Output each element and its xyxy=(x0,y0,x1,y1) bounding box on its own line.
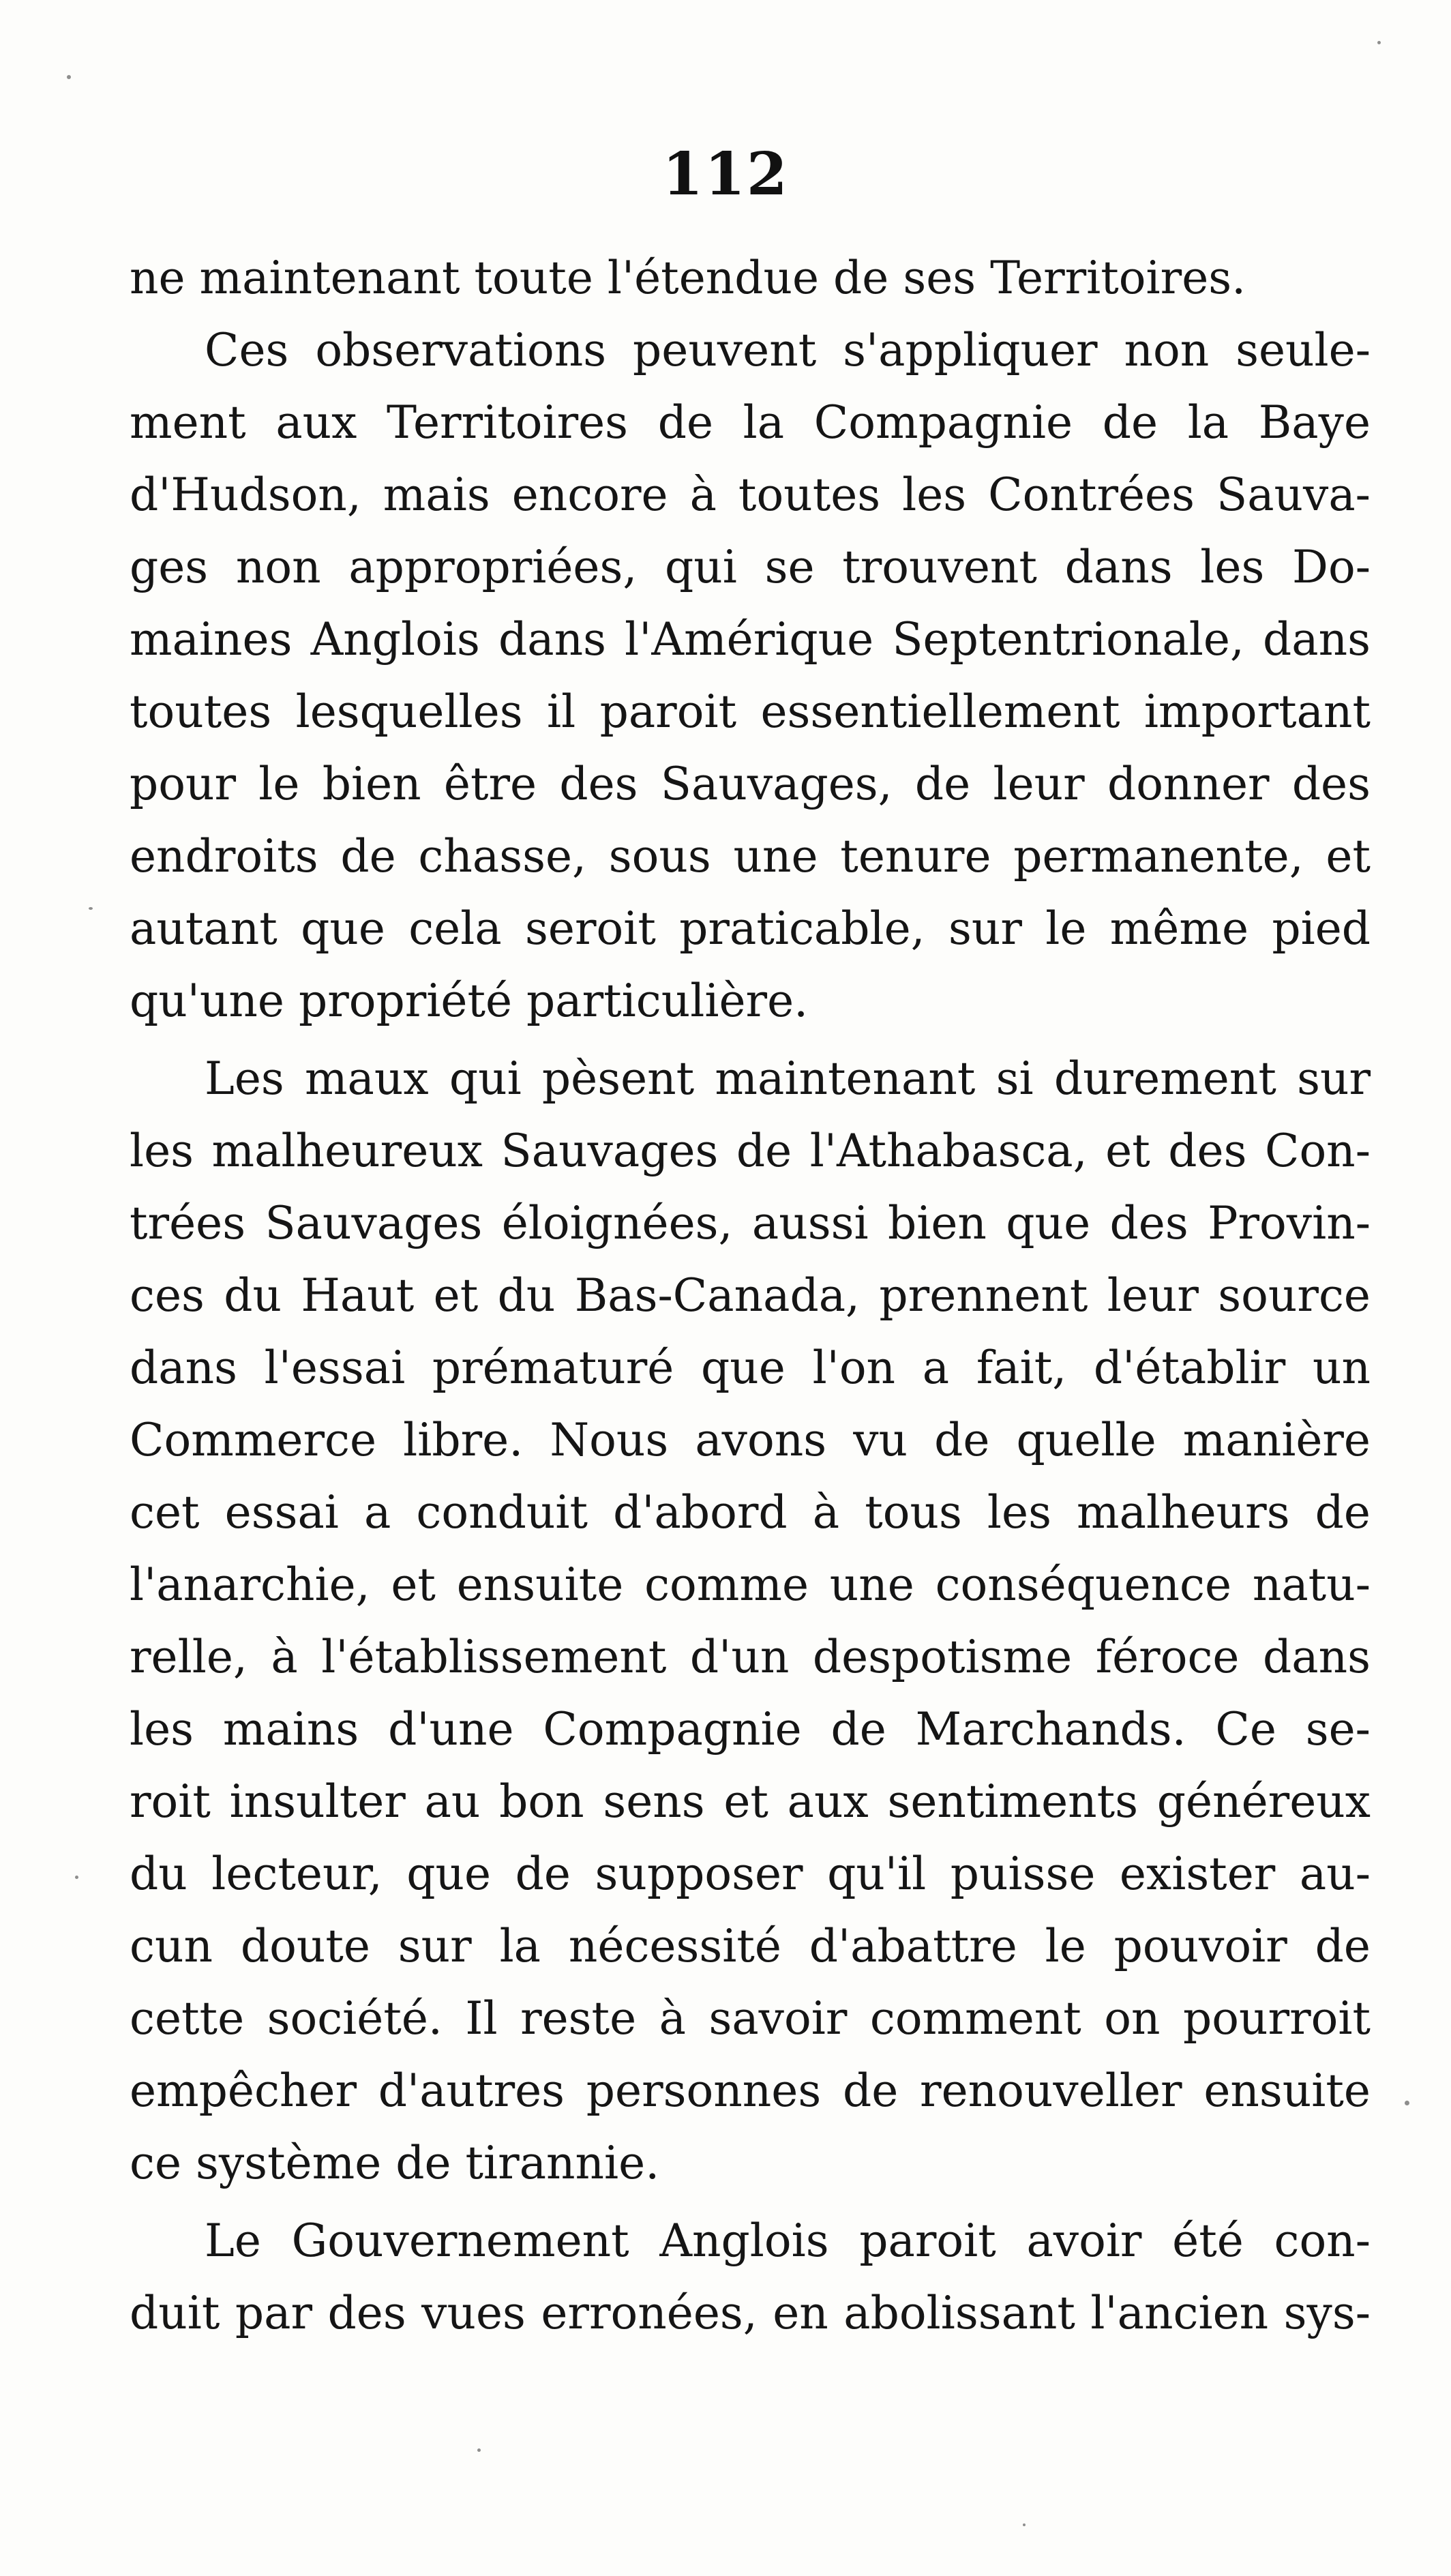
text-line: endroits de chasse, sous une tenure permanente, et xyxy=(130,830,1371,883)
text-line: cette société. Il reste à savoir comment on pourroit xyxy=(130,1992,1371,2045)
paragraph-gap xyxy=(130,1037,1371,1043)
text-line: cet essai a conduit d'abord à tous les malheurs de xyxy=(130,1486,1371,1539)
text-line: qu'une propriété particulière. xyxy=(130,975,809,1027)
text-line: ce système de tirannie. xyxy=(130,2137,660,2189)
page-number: 112 xyxy=(662,140,789,209)
text-line: Le Gouvernement Anglois paroit avoir été con- xyxy=(205,2215,1371,2267)
text-line: toutes lesquelles il paroit essentiellement important xyxy=(130,685,1371,738)
text-line: empêcher d'autres personnes de renouveller ensuite xyxy=(130,2064,1371,2117)
text-line: cun doute sur la nécessité d'abattre le pouvoir de xyxy=(130,1920,1371,1972)
text-line: trées Sauvages éloignées, aussi bien que des Provin- xyxy=(130,1197,1371,1249)
print-speck xyxy=(89,907,93,910)
paragraph-gouvernement xyxy=(130,2205,1371,2350)
text-line: d'Hudson, mais encore à toutes les Contrées Sauva- xyxy=(130,469,1371,521)
paragraph-maux xyxy=(130,1043,1371,2200)
text-line: les malheureux Sauvages de l'Athabasca, et des Con- xyxy=(130,1125,1371,1177)
text-line: duit par des vues erronées, en abolissant l'ancien sys- xyxy=(130,2287,1371,2339)
print-speck xyxy=(1023,2523,1026,2526)
text-line: ges non appropriées, qui se trouvent dans les Do- xyxy=(130,541,1371,593)
text-line: ment aux Territoires de la Compagnie de la Baye xyxy=(130,396,1371,449)
text-line: ces du Haut et du Bas-Canada, prennent leur source xyxy=(130,1269,1371,1322)
print-speck xyxy=(75,1876,78,1879)
text-line: l'anarchie, et ensuite comme une conséquence natu- xyxy=(130,1558,1371,1611)
print-speck xyxy=(67,75,71,79)
text-line: dans l'essai prématuré que l'on a fait, d'établir un xyxy=(130,1342,1371,1394)
text-line: ne maintenant toute l'étendue de ses Territoires. xyxy=(130,252,1246,304)
text-line: relle, à l'établissement d'un despotisme féroce dans xyxy=(130,1631,1371,1683)
text-line: maines Anglois dans l'Amérique Septentrionale, dans xyxy=(130,613,1371,666)
print-speck xyxy=(1377,41,1381,44)
paragraph-continuation xyxy=(130,242,1371,314)
text-line: Ces observations peuvent s'appliquer non seule- xyxy=(205,324,1371,376)
text-line: Les maux qui pèsent maintenant si durement sur xyxy=(205,1052,1371,1105)
text-line: autant que cela seroit praticable, sur le même pied xyxy=(130,902,1371,955)
text-line: Commerce libre. Nous avons vu de quelle manière xyxy=(130,1414,1371,1466)
paragraph-gap xyxy=(130,2200,1371,2205)
text-line: pour le bien être des Sauvages, de leur donner des xyxy=(130,758,1371,810)
text-line: du lecteur, que de supposer qu'il puisse exister au- xyxy=(130,1848,1371,1900)
body-text xyxy=(130,242,1371,2350)
print-speck xyxy=(477,2448,481,2452)
text-line: les mains d'une Compagnie de Marchands. Ce se- xyxy=(130,1703,1371,1756)
print-speck xyxy=(1405,2101,1409,2105)
paragraph-observations xyxy=(130,314,1371,1037)
text-line: roit insulter au bon sens et aux sentiments généreux xyxy=(130,1775,1371,1828)
